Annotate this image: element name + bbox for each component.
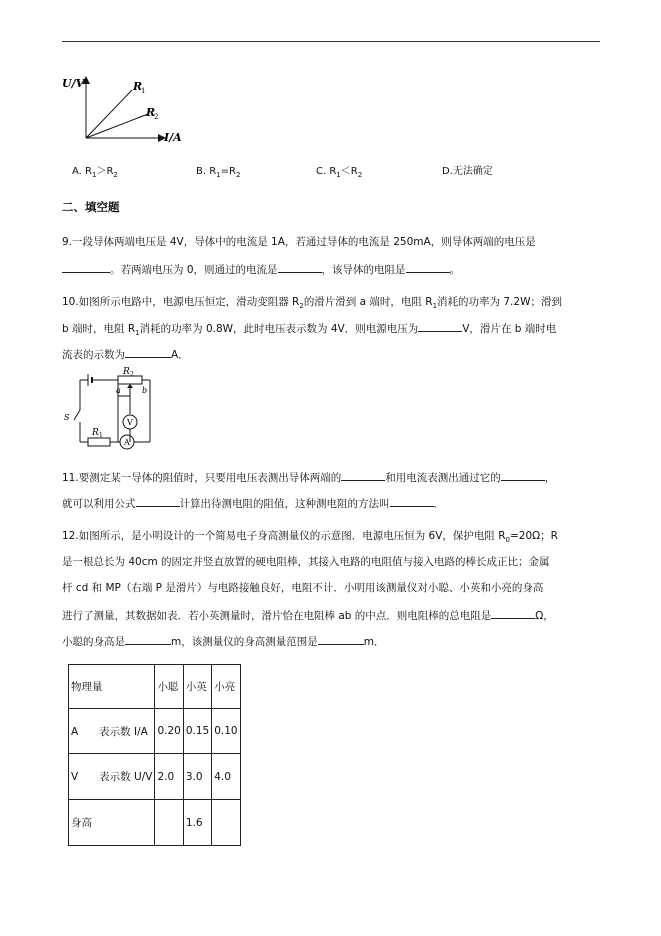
table-cell: 3.0 <box>183 754 211 800</box>
answer-blank[interactable] <box>125 346 171 358</box>
height-data-table <box>68 664 241 846</box>
switch <box>74 410 80 420</box>
r1-sub: 1 <box>141 87 146 95</box>
q11-line1: 11.要测定某一导体的阻值时，只要用电压表测出导体两端的 和用电流表测出通过它的 ， <box>62 469 555 485</box>
a-label: a <box>116 386 121 395</box>
table-row <box>69 709 241 754</box>
r1-sub: 1 <box>99 432 103 439</box>
table-header-cell: 小聪 <box>155 665 183 709</box>
answer-blank[interactable] <box>406 261 450 273</box>
r2-sub: 2 <box>130 371 134 378</box>
option-a: A. $R_1>R_2$ <box>72 166 118 179</box>
q9-line2: 。若两端电压为 0，则通过的电流是 ，该导体的电阻是 。 <box>62 261 460 277</box>
section-title: 二、填空题 <box>62 200 120 214</box>
table-cell: A 表示数 I/A <box>69 709 155 754</box>
table-cell: V 表示数 U/V <box>69 754 155 800</box>
table-cell <box>155 800 183 846</box>
r1-label: R <box>133 80 143 93</box>
table-cell: 1.6 <box>183 800 211 846</box>
r2-sub: 2 <box>154 113 159 121</box>
answer-blank[interactable] <box>318 633 364 645</box>
table-row <box>69 754 241 800</box>
q12-line2: 是一根总长为 40cm 的固定并竖直放置的硬电阻棒，其接入电路的电阻值与接入电路的棒长成正比；金属 <box>62 556 550 568</box>
table-header-cell: 小英 <box>183 665 211 709</box>
table-cell: 0.20 <box>155 709 183 754</box>
option-b: B. $R_1=R_2$ <box>196 166 241 179</box>
circuit-diagram <box>60 364 170 454</box>
header-rule <box>62 41 600 42</box>
q12-line1: 12.如图所示，是小明设计的一个简易电子身高测量仪的示意图．电源电压恒为 6V，保护电阻 $R_0=20\Omega$；R <box>62 530 558 545</box>
table-header-row <box>69 665 241 709</box>
table-cell: 0.10 <box>212 709 240 754</box>
y-axis-label: U/V <box>62 77 85 90</box>
answer-blank[interactable] <box>501 469 545 481</box>
q10-line1: 10.如图所示电路中，电源电压恒定，滑动变阻器 $R_2$的滑片滑到 a 端时，电阻 $R_1$消耗的功率为 7.2W；滑到 <box>62 296 562 311</box>
table-cell: 2.0 <box>155 754 183 800</box>
q10-line2: b 端时，电阻 $R_1$消耗的功率为 0.8W，此时电压表示数为 4V．则电源电压为 V，滑片在 b 端时电 <box>62 320 556 340</box>
table-header-cell: 物理量 <box>69 665 155 709</box>
r2-label: R <box>123 367 130 377</box>
table-cell: 0.15 <box>183 709 211 754</box>
answer-blank[interactable] <box>390 495 434 507</box>
answer-blank[interactable] <box>491 607 535 619</box>
voltmeter-label: V <box>127 418 133 427</box>
answer-blank[interactable] <box>341 469 385 481</box>
q11-line2: 就可以利用公式 计算出待测电阻的阻值，这种测电阻的方法叫 ． <box>62 495 444 511</box>
r2-label: R <box>146 106 156 119</box>
table-row <box>69 800 241 846</box>
x-axis-label: I/A <box>164 131 182 144</box>
option-c: C. $R_1<R_2$ <box>316 166 363 179</box>
r2-line <box>86 114 148 138</box>
answer-blank[interactable] <box>136 495 180 507</box>
q12-line5: 小聪的身高是 m，该测量仪的身高测量范围是 m． <box>62 633 384 649</box>
r1-label: R <box>92 428 99 438</box>
table-header-cell: 小亮 <box>212 665 240 709</box>
q10-line3: 流表的示数为 A． <box>62 346 189 362</box>
q12-line4: 进行了测量，其数据如表．若小英测量时，滑片恰在电阻棒 ab 的中点．则电阻棒的总电阻是 Ω， <box>62 607 554 623</box>
slider-arrow <box>127 384 133 388</box>
table-cell <box>212 800 240 846</box>
answer-blank[interactable] <box>62 261 110 273</box>
q12-line3: 杆 cd 和 MP（右端 P 是滑片）与电路接触良好，电阻不计．小明用该测量仪对小聪、小英和小亮的身高 <box>62 582 544 594</box>
answer-blank[interactable] <box>125 633 171 645</box>
r1-line <box>86 90 132 138</box>
ui-graph <box>60 70 190 150</box>
q9-line1: 9.一段导体两端电压是 4V，导体中的电流是 1A，若通过导体的电流是 250mA，则导体两端的电压是 <box>62 236 536 248</box>
answer-blank[interactable] <box>278 261 322 273</box>
r1-resistor <box>88 438 110 446</box>
b-label: b <box>142 386 148 395</box>
option-d: D.无法确定 <box>442 166 493 177</box>
answer-blank[interactable] <box>418 320 462 332</box>
switch-label: S <box>64 413 70 422</box>
table-cell: 身高 <box>69 800 155 846</box>
ammeter-label: A <box>124 438 130 447</box>
table-cell: 4.0 <box>212 754 240 800</box>
